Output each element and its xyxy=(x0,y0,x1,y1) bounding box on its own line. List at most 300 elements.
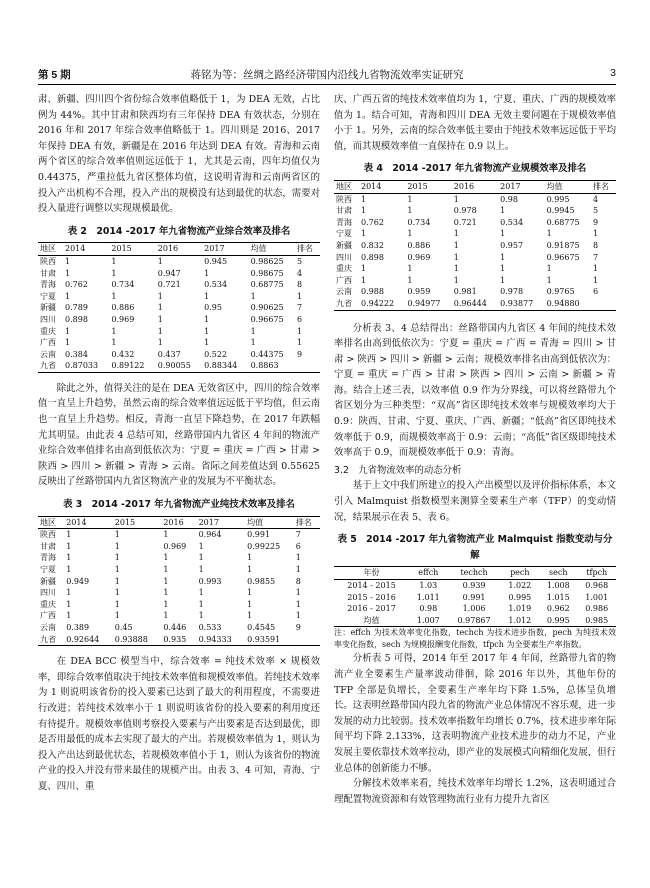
table-cell: 0.978 xyxy=(500,287,524,297)
table-cell: 四川 xyxy=(40,314,56,324)
table-cell: 1 xyxy=(111,268,117,278)
table-cell: 0.898 xyxy=(361,252,384,262)
table-cell: 1 xyxy=(157,326,163,336)
table-cell: 0.721 xyxy=(157,280,181,290)
table-cell: 1 xyxy=(114,565,120,574)
table-cell: 1 xyxy=(592,229,599,239)
table-cell: 0.89122 xyxy=(111,361,145,371)
table-cell: 1 xyxy=(204,326,210,336)
table-cell: 0.993 xyxy=(198,576,222,586)
table-5 xyxy=(334,566,616,627)
table-cell: 0.964 xyxy=(198,530,222,540)
table-cell: 0.9945 xyxy=(546,206,575,216)
table-cell: 0.94977 xyxy=(407,298,441,308)
table-cell: 新疆 xyxy=(40,576,56,586)
table-cell: 1.022 xyxy=(508,581,532,590)
table-row xyxy=(38,564,320,576)
table-cell: 九省 xyxy=(40,634,56,644)
table-cell: 1 xyxy=(157,303,163,313)
table-cell: 1 xyxy=(295,553,301,563)
table-cell: 1 xyxy=(247,588,253,598)
table-cell: 0.95 xyxy=(204,303,222,313)
table-cell: 甘肃 xyxy=(336,206,352,216)
column-header: 地区 xyxy=(40,517,56,527)
table-cell: 云南 xyxy=(336,287,352,297)
table-cell: 九省 xyxy=(40,361,56,371)
table-row xyxy=(334,252,616,264)
table-cell: 1 xyxy=(111,326,117,336)
table-cell: 0.88344 xyxy=(204,361,238,371)
table-cell: 重庆 xyxy=(336,264,352,274)
paragraph: 庆、广西五省的纯技术效率值均为 1，宁夏、重庆、广西的规模效率值为 1。结合可知，青海和四川 DEA 无效主要问题在于规模效率值小于 1。另外，云南的综合效率低主要由于纯技术效率远远低于平均值，而其规模效率值一直保持在 0.9 以上。 xyxy=(334,94,616,152)
column-header: 2016 xyxy=(163,517,184,527)
table-row xyxy=(38,529,320,541)
table-cell: 1 xyxy=(163,553,169,563)
table-cell: 1 xyxy=(453,229,459,239)
table-cell: 0.93888 xyxy=(114,634,148,644)
table-cell: 1 xyxy=(546,229,552,239)
table-cell: 1 xyxy=(247,611,253,621)
table-row xyxy=(38,326,320,338)
table-cell: 1 xyxy=(500,229,506,239)
column-header: techch xyxy=(460,568,488,578)
table-cell: 1 xyxy=(247,565,253,574)
table-cell: 0.98 xyxy=(419,604,438,614)
table-cell: 广西 xyxy=(40,338,56,348)
table-cell: 0.94333 xyxy=(198,634,232,644)
table-cell: 0.9765 xyxy=(546,287,575,297)
table-cell: 1 xyxy=(453,240,459,250)
table-cell: 0.68775 xyxy=(250,280,284,290)
table-cell: 1 xyxy=(295,565,301,574)
table-cell: 1 xyxy=(592,264,599,274)
table-cell: 1 xyxy=(163,599,169,609)
table-cell: 0.68775 xyxy=(546,217,580,227)
table-cell: 1 xyxy=(114,541,120,551)
table-cell: 1 xyxy=(157,314,163,324)
table-cell: 0.986 xyxy=(585,604,609,614)
table-cell: 1 xyxy=(198,588,204,598)
table-row xyxy=(38,268,320,280)
table-cell: 0.90625 xyxy=(250,303,284,313)
table-cell: 四川 xyxy=(40,588,56,598)
table-row xyxy=(38,337,320,349)
column-header: 地区 xyxy=(336,181,352,191)
table-cell: 1 xyxy=(204,314,210,324)
table-cell: 0.762 xyxy=(361,217,384,227)
table-row xyxy=(38,279,320,291)
table-cell: 1 xyxy=(65,338,71,348)
table-cell: 1 xyxy=(295,611,301,621)
table-row xyxy=(334,298,616,310)
table-cell: 1 xyxy=(111,291,117,301)
table-cell: 1 xyxy=(66,588,72,598)
table-cell: 0.789 xyxy=(65,303,88,313)
table-cell: 0.962 xyxy=(546,604,570,614)
table-cell: 九省 xyxy=(336,298,352,308)
table-cell: 0.45 xyxy=(114,622,133,632)
table-cell: 1.012 xyxy=(508,615,532,625)
table-row xyxy=(38,610,320,622)
table-cell: 0.957 xyxy=(500,240,524,250)
table-cell: 1 xyxy=(407,264,413,274)
table-cell: 0.968 xyxy=(585,581,609,590)
table-row xyxy=(334,240,616,252)
table-header-row xyxy=(334,567,616,580)
table-cell: 陕西 xyxy=(40,530,56,540)
table-cell: 0.91875 xyxy=(546,240,580,250)
table-cell: 0.4545 xyxy=(247,622,276,632)
table-cell: 1 xyxy=(66,611,72,621)
table-cell: 4 xyxy=(592,194,599,204)
column-header: 排名 xyxy=(592,181,609,191)
table-cell: 1 xyxy=(163,611,169,621)
table-row xyxy=(38,302,320,314)
table-cell xyxy=(294,634,320,646)
table-cell: 0.96444 xyxy=(453,298,487,308)
table-cell: 1 xyxy=(163,530,169,540)
table-row xyxy=(38,349,320,361)
table-cell: 1 xyxy=(157,338,163,348)
table-cell: 0.522 xyxy=(204,349,228,359)
column-header: 2014 xyxy=(66,517,87,527)
table-cell: 1 xyxy=(296,291,303,301)
table-cell: 均值 xyxy=(363,615,380,625)
table-cell: 0.886 xyxy=(111,303,135,313)
table-cell: 0.446 xyxy=(163,622,187,632)
table-cell: 1 xyxy=(453,194,459,204)
table-row xyxy=(38,587,320,599)
table-cell: 宁夏 xyxy=(40,565,56,574)
table-cell: 云南 xyxy=(40,622,56,632)
table-cell: 1 xyxy=(111,256,117,266)
table-cell: 8 xyxy=(592,240,599,250)
table-cell: 0.98 xyxy=(500,194,518,204)
table-cell: 1 xyxy=(198,541,204,551)
column-header: effch xyxy=(418,568,439,578)
column-header: 均值 xyxy=(250,244,267,254)
table-cell: 1.006 xyxy=(462,604,486,614)
table-cell: 0.96675 xyxy=(250,314,284,324)
table-cell: 1.001 xyxy=(585,592,609,602)
table-cell: 0.762 xyxy=(65,280,88,290)
table-cell: 1.011 xyxy=(416,592,440,602)
table-cell: 6 xyxy=(592,287,599,297)
table-cell: 1 xyxy=(65,256,71,266)
table-cell: 1 xyxy=(247,599,253,609)
table-cell: 0.969 xyxy=(111,314,135,324)
table-cell: 0.939 xyxy=(462,581,486,590)
table-cell: 6 xyxy=(296,314,303,324)
table-cell: 4 xyxy=(296,268,303,278)
table-cell: 陕西 xyxy=(336,194,352,204)
table-cell: 1.008 xyxy=(546,581,570,590)
table-cell: 1 xyxy=(296,338,303,348)
table-cell: 1 xyxy=(66,541,72,551)
table-header-row xyxy=(334,180,616,193)
table-cell: 1 xyxy=(163,576,169,586)
table-cell: 5 xyxy=(592,206,599,216)
table-cell: 1 xyxy=(204,268,210,278)
table-cell xyxy=(591,298,616,310)
table-cell: 1 xyxy=(163,565,169,574)
table-cell: 新疆 xyxy=(336,240,352,250)
table-cell: 0.886 xyxy=(407,240,431,250)
table-cell: 1 xyxy=(65,268,71,278)
table-cell: 0.97867 xyxy=(457,615,491,625)
table-cell: 0.978 xyxy=(453,206,477,216)
table-cell: 9 xyxy=(295,622,301,632)
table-cell: 0.534 xyxy=(500,217,524,227)
table-cell: 云南 xyxy=(40,349,56,359)
table-cell: 广西 xyxy=(336,275,352,285)
table-cell: 1.015 xyxy=(546,592,570,602)
table-cell: 9 xyxy=(296,349,303,359)
table-cell: 1 xyxy=(295,599,301,609)
table-cell: 0.94880 xyxy=(546,298,580,308)
table-cell: 0.99225 xyxy=(247,541,281,551)
table-cell: 0.969 xyxy=(407,252,431,262)
table-cell: 0.93877 xyxy=(500,298,534,308)
table-cell: 1 xyxy=(546,275,552,285)
column-header: 排名 xyxy=(296,244,313,254)
table-cell: 1 xyxy=(407,206,413,216)
table-cell: 四川 xyxy=(336,252,352,262)
table-row xyxy=(334,286,616,298)
table-row xyxy=(38,634,320,646)
table-cell: 1 xyxy=(114,611,120,621)
table-row xyxy=(334,580,616,592)
table-cell: 1 xyxy=(198,553,204,563)
paragraph: 分析表 5 可得，2014 年至 2017 年 4 年间，丝路带九省的物流产业全要素生产量率波动徘徊，除 2016 年以外，其他年份的 TFP 全部是负增长，全要素生产率年均下降 1.5%，总体呈负增长。这表明丝路带国内段九省的物流产业总体情况不容乐观，进一步发展的动力比较弱。技术效率指数年均增长 0.7%，技术进步率年际间平均下降 2.133%，这表明物流产业技术进步的动力不足，产业发展主要依靠技术效率拉动，即产业的发展模式向精细化发展，但行业总体的创新能力不够。 xyxy=(334,653,616,774)
table-cell: 1 xyxy=(407,229,413,239)
table-cell: 0.949 xyxy=(66,576,90,586)
table-cell: 0.533 xyxy=(198,622,222,632)
paragraph: 肃、新疆、四川四个省份综合效率值略低于 1，为 DEA 无效，占比例为 44%。其中甘肃和陕西均有三年保持 DEA 有效状态，分别在 2016 年和 2017 年综合效率值略低于 1。四川则是 2016、2017 年保持 DEA 有效，新疆是在 2016 年达到 DEA 有效。青海和云南两个省区的综合效率值则远远低于 1，尤其是云南，四年均值仅为 0.44375，严重拉低九省区整体均值，这说明青海和云南两省区的投入产出机构不合理，投入产出的规模没有达到最优的状态，需要对投入量进行调整以实现规模最优。 xyxy=(38,94,320,215)
right-column xyxy=(334,92,616,807)
table-cell: 0.384 xyxy=(65,349,88,359)
table-cell: 甘肃 xyxy=(40,268,56,278)
table-cell: 7 xyxy=(592,252,599,262)
table-row xyxy=(38,541,320,553)
column-header: 2015 xyxy=(407,181,428,191)
table-cell: 1 xyxy=(500,275,506,285)
table-cell: 8 xyxy=(295,576,301,586)
table-cell: 1 xyxy=(157,256,163,266)
table-cell: 0.991 xyxy=(462,592,486,602)
column-header: 2016 xyxy=(157,244,179,254)
table-cell: 1 xyxy=(295,588,301,598)
table-cell: 1 xyxy=(500,206,506,216)
table-row xyxy=(334,615,616,627)
table-cell: 1 xyxy=(407,194,413,204)
table-cell: 0.947 xyxy=(157,268,181,278)
table-cell: 0.734 xyxy=(407,217,431,227)
table-cell: 1 xyxy=(163,588,169,598)
table-cell: 1 xyxy=(198,599,204,609)
table-row xyxy=(38,622,320,634)
table-3-caption: 表 3 2014 -2017 年九省物流产业纯技术效率及排名 xyxy=(63,499,295,511)
table-cell: 0.832 xyxy=(361,240,384,250)
paragraph: 基于上文中我们所建立的投入产出模型以及评价指标体系，本文引入 Malmquist 指数模型来测算全要素生产率（TFP）的变动情况，结果展示在表 5、表 6。 xyxy=(334,480,616,523)
column-header: 2016 xyxy=(453,181,475,191)
column-header: 排名 xyxy=(295,517,312,527)
table-cell: 0.995 xyxy=(546,615,570,625)
column-header: 2014 xyxy=(65,244,86,254)
table-cell: 1 xyxy=(546,264,552,274)
table-cell: 1 xyxy=(453,275,459,285)
table-cell: 0.995 xyxy=(546,194,570,204)
table-row xyxy=(38,291,320,303)
table-cell: 7 xyxy=(296,303,303,313)
paragraph: 分析表 3、4 总结得出：丝路带国内九省区 4 年间的纯技术效率排名由高到低依次为：宁夏 = 重庆 = 广西 = 青海 = 四川 > 甘肃 > 陕西 > 四川 > 新疆 > 云南；规模效率排名由高到低依次为：宁夏 = 重庆 = 广西 > 甘肃 > 陕西 > 四川 > 云南 > 新疆 > 青海。结合上述三表，以效率值 0.9 作为分界线，可以将丝路带九个省区划分为三种类型：“双高”省区即纯技术效率与规模效率均大于 0.9：陕西、甘肃、宁夏、重庆、广西、新疆；“低高”省区即纯技术效率低于 0.9，而规模效率高于 0.9：云南；“高低”省区级即纯技术效率高于 0.9，而规模效率低于 0.9：青海。 xyxy=(334,322,616,459)
table-cell: 0.898 xyxy=(65,314,88,324)
table-cell: 1 xyxy=(198,565,204,574)
table-cell: 1 xyxy=(592,275,599,285)
column-header: 2015 xyxy=(114,517,136,527)
table-cell: 0.9855 xyxy=(247,576,276,586)
table-row xyxy=(38,255,320,267)
column-header: 2014 xyxy=(361,181,382,191)
table-cell: 广西 xyxy=(40,611,56,621)
table-cell: 5 xyxy=(296,256,303,266)
table-cell: 甘肃 xyxy=(40,541,56,551)
table-cell: 1 xyxy=(361,264,367,274)
table-row xyxy=(38,576,320,588)
table-cell: 0.44375 xyxy=(250,349,284,359)
table-cell: 1 xyxy=(407,275,413,285)
table-cell: 重庆 xyxy=(40,326,56,336)
table-row xyxy=(334,193,616,205)
running-title: 蒋铭为等：丝绸之路经济带国内沿线九省物流效率实证研究 xyxy=(190,69,464,81)
table-cell: 1 xyxy=(204,338,210,348)
table-cell: 1 xyxy=(198,611,204,621)
table-5-caption: 表 5 2014 -2017 年九省物流产业 Malmquist 指数变动与分解 xyxy=(337,534,613,561)
table-row xyxy=(334,263,616,275)
table-cell: 1 xyxy=(361,194,367,204)
table-cell: 0.90055 xyxy=(157,361,191,371)
table-cell: 0.969 xyxy=(163,541,187,551)
table-cell: 2014 - 2015 xyxy=(347,581,396,590)
table-cell: 1 xyxy=(114,576,120,586)
table-cell: 0.985 xyxy=(585,615,609,625)
column-header: sech xyxy=(549,568,568,578)
table-cell: 1 xyxy=(66,553,72,563)
table-row xyxy=(334,228,616,240)
page-number: 3 xyxy=(610,67,616,79)
table-cell: 1.007 xyxy=(416,615,440,625)
table-cell: 0.945 xyxy=(204,256,228,266)
table-cell: 0.721 xyxy=(453,217,477,227)
table-cell: 0.93591 xyxy=(247,634,281,644)
table-cell: 1 xyxy=(66,599,72,609)
table-cell: 0.935 xyxy=(163,634,187,644)
table-cell: 1 xyxy=(500,252,506,262)
table-cell xyxy=(295,360,320,372)
table-cell: 0.734 xyxy=(111,280,135,290)
issue-number: 第 5 期 xyxy=(38,69,71,81)
table-cell: 陕西 xyxy=(40,256,56,266)
table-4-caption: 表 4 2014 -2017 年九省物流产业规模效率及排名 xyxy=(363,163,587,175)
table-cell: 1 xyxy=(500,264,506,274)
table-cell: 0.94222 xyxy=(361,298,395,308)
page-header xyxy=(38,66,616,85)
column-header: 2015 xyxy=(111,244,132,254)
table-cell: 0.437 xyxy=(157,349,181,359)
table-cell: 1 xyxy=(250,291,256,301)
table-cell: 0.988 xyxy=(361,287,384,297)
table-cell: 1.03 xyxy=(419,581,438,590)
table-cell: 1 xyxy=(453,252,459,262)
table-cell: 9 xyxy=(592,217,599,227)
table-row xyxy=(334,275,616,287)
table-cell: 1 xyxy=(361,229,367,239)
table-row xyxy=(38,552,320,564)
paragraph: 在 DEA BCC 模型当中，综合效率 = 纯技术效率 × 规模效率，即综合效率值取决于纯技术效率值和规模效率值。若纯技术效率为 1 则说明该省份的投入要素已达到了最大的利用程度，不需要进行改进；若纯技术效率小于 1 则说明该省份的投入要素的利用度还有待提升。规模效率值则考察投入要素与产出要素是否达到最优，即是否用最低的成本去实现了最大的产出。若规模效率值为 1，则认为投入产出达到最优状态，若规模效率值小于 1，则认为该省份的物流产业的投入并没有带来最佳的规模产出。由表 3、4 可知，青海、宁夏、四川、重 xyxy=(38,656,320,792)
table-cell: 1 xyxy=(361,206,367,216)
table-cell: 0.389 xyxy=(66,622,90,632)
column-header: tfpch xyxy=(586,568,608,578)
table-row xyxy=(38,360,320,372)
table-cell: 青海 xyxy=(336,217,352,227)
table-cell: 0.8863 xyxy=(250,361,279,371)
table-cell: 1 xyxy=(250,338,256,348)
table-cell: 0.98675 xyxy=(250,268,284,278)
section-heading: 3.2 九省物流效率的动态分析 xyxy=(334,464,462,476)
table-cell: 1 xyxy=(66,530,72,540)
table-row xyxy=(334,205,616,217)
table-cell: 1 xyxy=(204,291,210,301)
table-cell: 0.96675 xyxy=(546,252,580,262)
paragraph: 除此之外，值得关注的是在 DEA 无效省区中，四川的综合效率值一直呈上升趋势，虽然云南的综合效率值远远低于平均值，但云南也一直呈上升趋势。相反，青海一直呈下降趋势，在 2017 年跌幅尤其明显。由此表 4 总结可知，丝路带国内九省区 4 年间的物流产业综合效率值排名由高到低依次为：宁夏 = 重庆 = 广西 > 甘肃 > 陕西 > 四川 > 新疆 > 青海 > 云南。省际之间差值达到 0.55625 反映出了丝路带国内九省区物流产业的发展为不平衡状态。 xyxy=(38,382,320,488)
table-3 xyxy=(38,516,320,647)
table-cell: 1 xyxy=(66,565,72,574)
table-4 xyxy=(334,180,616,311)
table-row xyxy=(38,314,320,326)
table-cell: 1 xyxy=(296,326,303,336)
table-cell: 1 xyxy=(157,291,163,301)
table-cell: 0.92644 xyxy=(66,634,100,644)
table-cell: 0.432 xyxy=(111,349,135,359)
table-cell: 宁夏 xyxy=(336,229,352,239)
table-header-row xyxy=(38,516,320,529)
table-cell: 0.87033 xyxy=(65,361,99,371)
table-cell: 8 xyxy=(296,280,303,290)
column-header: 2017 xyxy=(198,517,219,527)
column-header: 2017 xyxy=(500,181,521,191)
table-row xyxy=(334,603,616,615)
table-cell: 青海 xyxy=(40,553,56,563)
table-cell: 1 xyxy=(250,326,256,336)
table-cell: 0.534 xyxy=(204,280,228,290)
table-cell: 1 xyxy=(114,530,120,540)
table-cell: 1 xyxy=(114,588,120,598)
column-header: 均值 xyxy=(247,517,264,527)
table-row xyxy=(334,592,616,604)
table-5-note: 注：effch 为技术效率变化指数，techch 为技术进步指数，pech 为纯技术效率变化指数，sech 为规模报酬变化指数，tfpch 为全要素生产率指数。 xyxy=(334,628,616,650)
table-row xyxy=(334,217,616,229)
table-cell: 1.019 xyxy=(508,604,532,614)
table-cell: 0.959 xyxy=(407,287,431,297)
table-cell: 1 xyxy=(65,291,71,301)
left-column xyxy=(38,92,320,795)
table-cell: 新疆 xyxy=(40,303,56,313)
table-cell: 重庆 xyxy=(40,599,56,609)
column-header: pech xyxy=(510,568,530,578)
paragraph: 分解技术效率来看，纯技术效率年均增长 1.2%，这表明通过合理配置物流资源和有效管理物流行业有力提升九省区 xyxy=(334,778,616,805)
table-cell: 1 xyxy=(65,326,71,336)
table-cell: 1 xyxy=(114,599,120,609)
